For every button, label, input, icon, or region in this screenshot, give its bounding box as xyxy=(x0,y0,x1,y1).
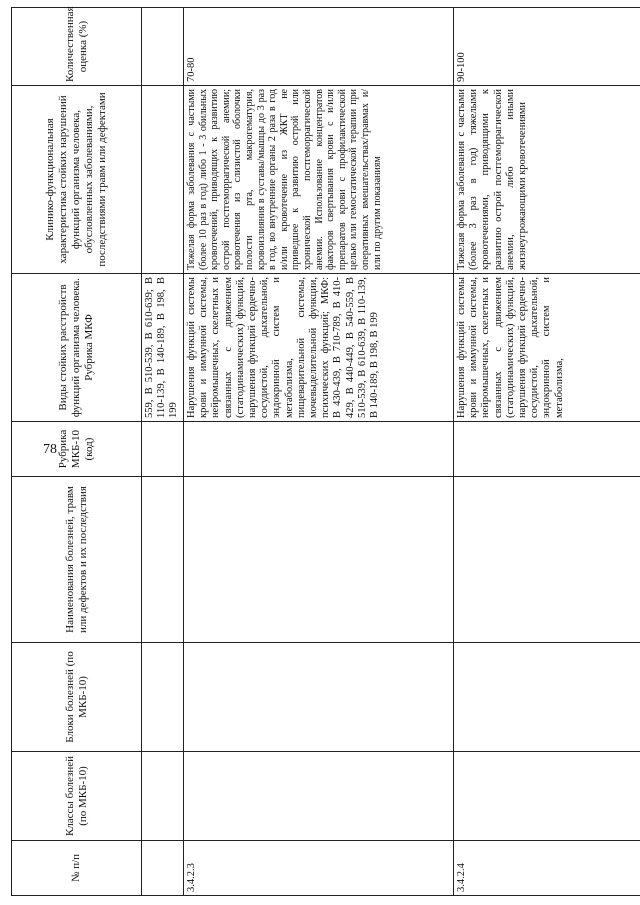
header-characteristics: Клинико-функциональная характеристика стойких нарушений функций организма человека, обусловленных заболеваниями, последствиями травм или дефектами xyxy=(12,86,142,274)
table-row xyxy=(142,8,184,896)
header-types: Виды стойких расстройств функций организма человека. Рубрика МКФ xyxy=(12,274,142,422)
header-blocks: Блоки болезней (по МКБ-10) xyxy=(12,643,142,752)
cell-num: 3.4.2.4 xyxy=(454,841,640,896)
cell-types: 559, B 510-539, B 610-639; B 110-139, B 140-189, B 198, B 199 xyxy=(142,274,184,422)
cell-num: 3.4.2.3 xyxy=(184,841,454,896)
cell-names xyxy=(142,477,184,643)
page-number: 78 xyxy=(43,442,57,457)
header-num: № п/п xyxy=(12,841,142,896)
cell-classes xyxy=(454,752,640,841)
cell-blocks xyxy=(184,643,454,752)
header-names: Наименования болезней, травм или дефектов и их последствия xyxy=(12,477,142,643)
header-rubric: Рубрика МКБ-10 (код) xyxy=(12,422,142,477)
cell-score: 90-100 xyxy=(454,8,640,86)
cell-num xyxy=(142,841,184,896)
cell-rubric xyxy=(454,422,640,477)
cell-blocks xyxy=(142,643,184,752)
table-row xyxy=(184,8,454,896)
cell-classes xyxy=(184,752,454,841)
disability-criteria-table xyxy=(11,7,640,896)
cell-characteristics: Тяжелая форма заболевания с частыми (более 10 раз в год) либо 1 - 3 обильных кровотечений, приводящих к развитию острой постгеморрагической анемии; кровотечения из слизистой оболочки полости рта, макрогематурия, кровоизлияния в суставы/мышцы до 3 раз в год, во внутренние органы 2 раза в год и/или кровотечение из ЖКТ не приведшее к развитию острой или хронической постгеморрагической анемии. Использование концентратов факторов свертывания крови с и/или препаратов крови с профилактической целью или гемостатической терапии при оперативных вмешательствах/травмах и/или по другим показаниям xyxy=(184,86,454,274)
cell-characteristics: Тяжелая форма заболевания с частыми (более 3 раз в год) тяжелыми кровотечениями, приводящими к развитию острой постгеморрагической анемии, либо иными жизнеугрожающими кровотечениями xyxy=(454,86,640,274)
header-classes: Классы болезней (по МКБ-10) xyxy=(12,752,142,841)
cell-names xyxy=(184,477,454,643)
cell-types: Нарушения функций системы крови и иммунной системы, нейромышечных, скелетных и связанных с движением (статодинамических) функций, нарушения функций сердечно-сосудистой, дыхательной, эндокринной систем и метаболизма, xyxy=(454,274,640,422)
cell-rubric xyxy=(184,422,454,477)
cell-rubric xyxy=(142,422,184,477)
table-row xyxy=(454,8,640,896)
cell-score xyxy=(142,8,184,86)
cell-types: Нарушения функций системы крови и иммунной системы, нейромышечных, скелетных и связанных с движением (статодинамических) функций, нарушения функций сердечно-сосудистой, дыхательной, эндокринной систем и метаболизма, пищеварительной системы, мочевыделительной функции, психических функций; МКФ: B 430-439, B 710-789, B 410-429, B 440-449, B 540-559, B 510-539, B 610-639, B 110-139, B 140-189, B 198, B 199 xyxy=(184,274,454,422)
cell-blocks xyxy=(454,643,640,752)
header-score: Количественная оценка (%) xyxy=(12,8,142,86)
header-row xyxy=(12,8,142,896)
cell-score: 70-80 xyxy=(184,8,454,86)
cell-characteristics xyxy=(142,86,184,274)
cell-names xyxy=(454,477,640,643)
cell-classes xyxy=(142,752,184,841)
